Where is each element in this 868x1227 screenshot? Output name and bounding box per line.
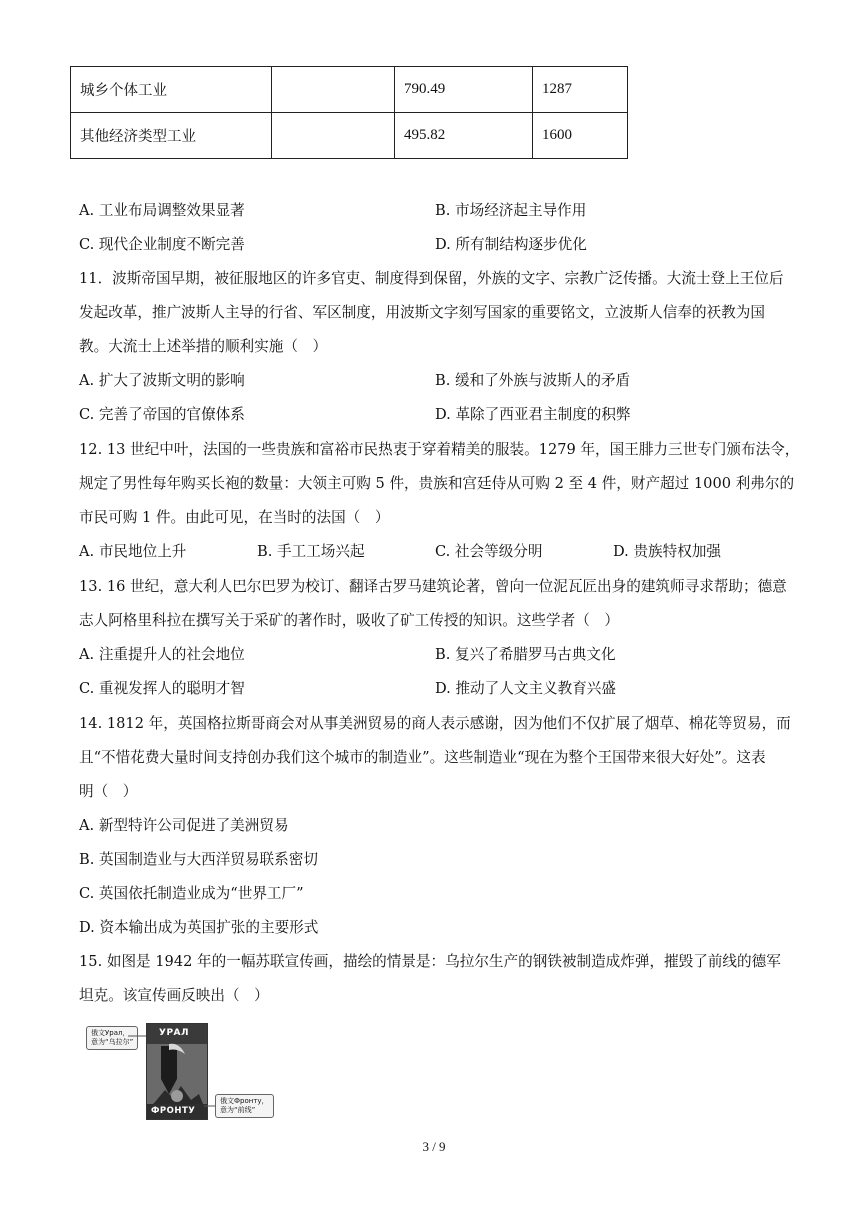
q12-stem-line: 规定了男性每年购买长袍的数量：大领主可购 5 件，贵族和宫廷侍从可购 2 至 4 件，财产超过 1000 利弗尔的	[79, 475, 795, 492]
q13-stem-line: 志人阿格里科拉在撰写关于采矿的著作时，吸收了矿工传授的知识。这些学者（ ）	[79, 612, 619, 629]
q11-option-c: C. 完善了帝国的官僚体系	[79, 406, 245, 423]
table-cell	[272, 67, 395, 113]
q13-option-b: B. 复兴了希腊罗马古典文化	[435, 646, 616, 663]
poster-note-bottom	[215, 1094, 274, 1118]
poster-note-line: 俄文Фронту，	[220, 1097, 269, 1105]
poster-note-line: 俄文Урал，	[91, 1029, 130, 1037]
q13-option-a: A. 注重提升人的社会地位	[79, 646, 245, 663]
poster-note-line: 意为“乌拉尔”	[91, 1038, 134, 1046]
poster-artwork	[147, 1024, 207, 1119]
table-row	[71, 67, 628, 113]
q12-stem-line: 市民可购 1 件。由此可见，在当时的法国（ ）	[79, 509, 390, 526]
q15-stem-line: 坦克。该宣传画反映出（ ）	[79, 987, 269, 1004]
table-cell: 1287	[533, 67, 628, 113]
poster-word-bottom: ФРОНТУ	[151, 1106, 196, 1116]
q12-option-a: A. 市民地位上升	[79, 543, 187, 560]
q12-option-c: C. 社会等级分明	[435, 543, 543, 560]
q13-option-c: C. 重视发挥人的聪明才智	[79, 680, 245, 697]
table-cell	[272, 113, 395, 159]
poster-connector	[128, 1032, 148, 1040]
q14-option-b: B. 英国制造业与大西洋贸易联系密切	[79, 851, 318, 868]
poster-image	[146, 1023, 208, 1120]
q12-option-b: B. 手工工场兴起	[257, 543, 365, 560]
q14-option-d: D. 资本输出成为英国扩张的主要形式	[79, 919, 319, 936]
q14-stem-line: 14. 1812 年，英国格拉斯哥商会对从事美洲贸易的商人表示感谢，因为他们不仅扩展了烟草、棉花等贸易，而	[79, 715, 791, 732]
q15-stem-line: 15. 如图是 1942 年的一幅苏联宣传画，描绘的情景是：乌拉尔生产的钢铁被制造成炸弹，摧毁了前线的德军	[79, 953, 781, 970]
table-row	[71, 113, 628, 159]
page-number: 3 / 9	[422, 1139, 446, 1154]
q14-option-a: A. 新型特许公司促进了美洲贸易	[79, 817, 289, 834]
q10-option-b: B. 市场经济起主导作用	[435, 202, 587, 219]
poster-note-line: 意为“前线”	[220, 1106, 256, 1114]
data-table	[70, 66, 628, 159]
table-cell: 1600	[533, 113, 628, 159]
q14-stem-line: 明（ ）	[79, 783, 138, 800]
q11-stem-line: 发起改革，推广波斯人主导的行省、军区制度，用波斯文字刻写国家的重要铭文，立波斯人信奉的祆教为国	[79, 304, 765, 321]
q14-option-c: C. 英国依托制造业成为“世界工厂”	[79, 885, 304, 902]
q13-stem-line: 13. 16 世纪，意大利人巴尔巴罗为校订、翻译古罗马建筑论著，曾向一位泥瓦匠出身的建筑师寻求帮助；德意	[79, 578, 787, 595]
table-cell: 495.82	[395, 113, 533, 159]
q13-option-d: D. 推动了人文主义教育兴盛	[435, 680, 616, 697]
q11-stem-line: 教。大流士上述举措的顺利实施（ ）	[79, 338, 328, 355]
q12-stem-line: 12. 13 世纪中叶，法国的一些贵族和富裕市民热衷于穿着精美的服装。1279 年，国王腓力三世专门颁布法令，	[79, 441, 800, 458]
table-cell: 城乡个体工业	[71, 67, 272, 113]
q10-option-c: C. 现代企业制度不断完善	[79, 236, 245, 253]
poster-word-top: УРАЛ	[159, 1028, 189, 1038]
q11-stem-line: 11．波斯帝国早期，被征服地区的许多官吏、制度得到保留，外族的文字、宗教广泛传播。大流士登上王位后	[79, 270, 784, 287]
q12-option-d: D. 贵族特权加强	[613, 543, 722, 560]
q10-option-d: D. 所有制结构逐步优化	[435, 236, 587, 253]
q10-option-a: A. 工业布局调整效果显著	[79, 202, 245, 219]
table-cell: 其他经济类型工业	[71, 113, 272, 159]
q14-stem-line: 且“不惜花费大量时间支持创办我们这个城市的制造业”。这些制造业“现在为整个王国带来很大好处”。这表	[79, 749, 766, 766]
q11-option-a: A. 扩大了波斯文明的影响	[79, 372, 245, 389]
q11-option-d: D. 革除了西亚君主制度的积弊	[435, 406, 631, 423]
q11-option-b: B. 缓和了外族与波斯人的矛盾	[435, 372, 631, 389]
propaganda-poster-figure	[78, 1022, 278, 1122]
table-cell: 790.49	[395, 67, 533, 113]
